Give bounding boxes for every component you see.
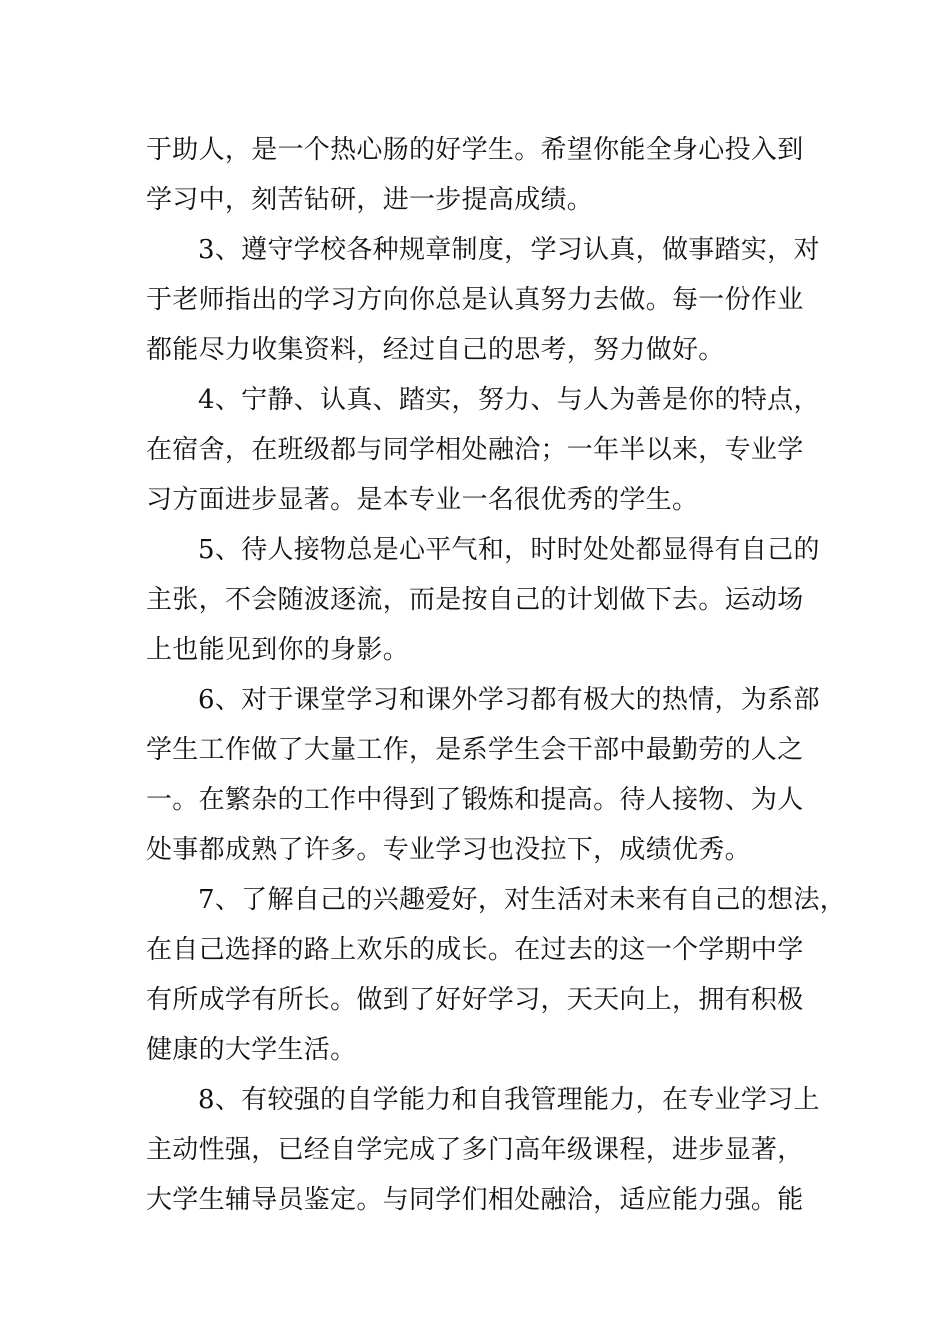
text-line: 都能尽力收集资料，经过自己的思考，努力做好。	[146, 335, 725, 365]
text-line: 在自己选择的路上欢乐的成长。在过去的这一个学期中学	[146, 935, 804, 965]
text-line: 有所成学有所长。做到了好好学习，天天向上，拥有积极	[146, 985, 804, 1015]
text-line: 大学生辅导员鉴定。与同学们相处融洽，适应能力强。能	[146, 1185, 804, 1215]
text-line: 在宿舍，在班级都与同学相处融洽；一年半以来，专业学	[146, 435, 804, 465]
paragraph-7-start: 7、了解自己的兴趣爱好，对生活对未来有自己的想法，	[198, 885, 847, 915]
text-line: 习方面进步显著。是本专业一名很优秀的学生。	[146, 485, 699, 515]
text-line: 处事都成熟了许多。专业学习也没拉下，成绩优秀。	[146, 835, 751, 865]
text-line: 健康的大学生活。	[146, 1035, 357, 1065]
paragraph-6-start: 6、对于课堂学习和课外学习都有极大的热情，为系部	[198, 685, 820, 715]
text-line: 于助人，是一个热心肠的好学生。希望你能全身心投入到	[146, 135, 804, 165]
paragraph-5-start: 5、待人接物总是心平气和，时时处处都显得有自己的	[198, 535, 820, 565]
text-line: 主动性强，已经自学完成了多门高年级课程，进步显著，	[146, 1135, 804, 1165]
text-line: 一。在繁杂的工作中得到了锻炼和提高。待人接物、为人	[146, 785, 804, 815]
text-line: 主张，不会随波逐流，而是按自己的计划做下去。运动场	[146, 585, 804, 615]
paragraph-4-start: 4、宁静、认真、踏实，努力、与人为善是你的特点，	[198, 385, 820, 415]
paragraph-3-start: 3、遵守学校各种规章制度，学习认真，做事踏实，对	[198, 235, 820, 265]
text-line: 学生工作做了大量工作，是系学生会干部中最勤劳的人之	[146, 735, 804, 765]
text-line: 学习中，刻苦钻研，进一步提高成绩。	[146, 185, 594, 215]
text-line: 于老师指出的学习方向你总是认真努力去做。每一份作业	[146, 285, 804, 315]
text-line: 上也能见到你的身影。	[146, 635, 410, 665]
paragraph-8-start: 8、有较强的自学能力和自我管理能力，在专业学习上	[198, 1085, 820, 1115]
